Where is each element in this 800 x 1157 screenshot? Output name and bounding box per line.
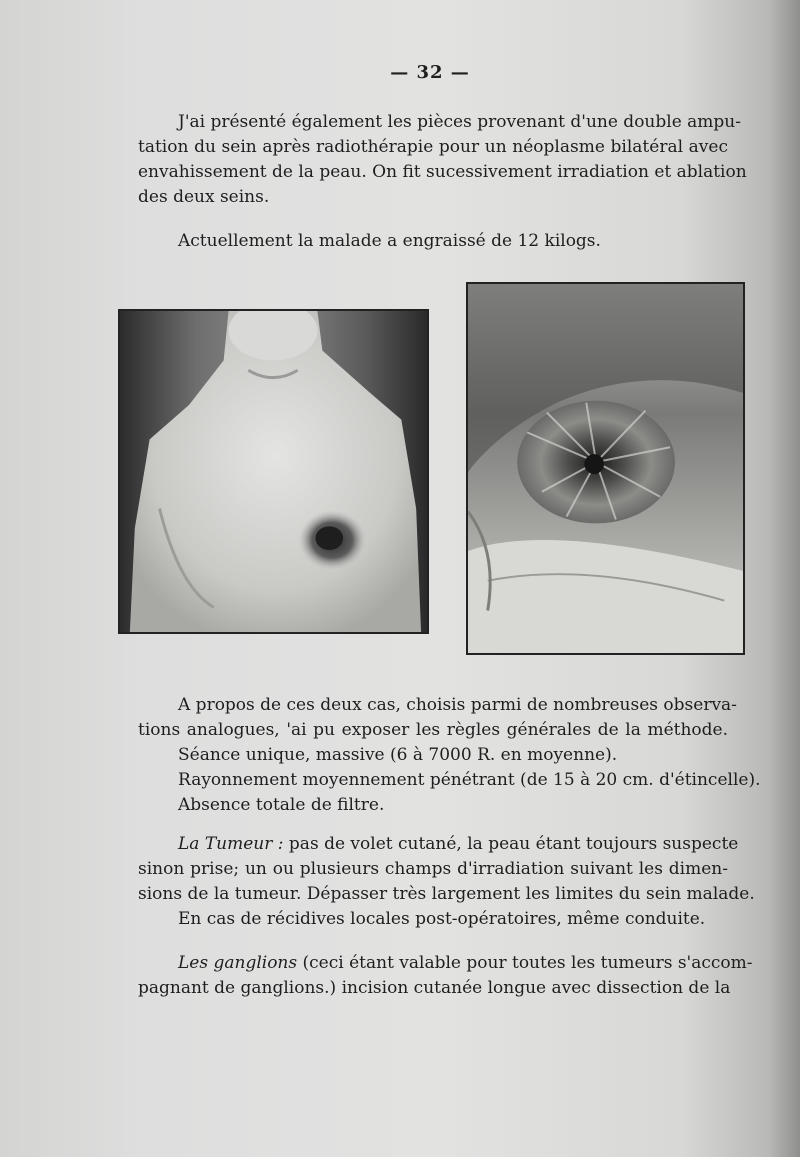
tumour-closeup-photograph <box>466 282 745 655</box>
text-line: pagnant de ganglions.) incision cutanée longue avec dissection de la <box>138 978 731 998</box>
paragraph-double-amputation <box>138 110 747 210</box>
text-line: sions de la tumeur. Dépasser très largement les limites du sein malade. <box>138 884 755 904</box>
text-line <box>138 832 739 857</box>
text-line: J'ai présenté également les pièces provenant d'une double ampu- <box>178 112 741 132</box>
paragraph-lymph-nodes <box>138 951 753 1001</box>
text-line: tation du sein après radiothérapie pour un néoplasme bilatéral avec <box>138 137 728 157</box>
text-line: envahissement de la peau. On fit sucessivement irradiation et ablation <box>138 162 747 182</box>
text-line: Absence totale de filtre. <box>178 795 385 815</box>
text-line <box>138 951 753 976</box>
paragraph-tumour <box>138 832 755 932</box>
text-fragment: pas de volet cutané, la peau étant toujours suspecte <box>288 834 739 854</box>
text-line: Actuellement la malade a engraissé de 12 kilogs. <box>178 231 601 251</box>
text-line: En cas de récidives locales post-opératoires, même conduite. <box>178 909 706 929</box>
text-fragment: (ceci étant valable pour toutes les tumeurs s'accom- <box>302 953 753 973</box>
paragraph-weight-gain <box>138 229 728 254</box>
paragraph-general-rules <box>138 693 761 818</box>
text-line: A propos de ces deux cas, choisis parmi de nombreuses observa- <box>178 695 737 715</box>
text-line: sinon prise; un ou plusieurs champs d'irradiation suivant les dimen- <box>138 859 728 879</box>
text-line: tions analogues, 'ai pu exposer les règles générales de la méthode. <box>138 720 728 740</box>
text-line: Séance unique, massive (6 à 7000 R. en moyenne). <box>178 745 618 765</box>
section-heading-ganglions: Les ganglions <box>178 953 298 973</box>
chest-photograph-image <box>120 311 427 632</box>
section-heading-tumour: La Tumeur : <box>178 834 284 854</box>
text-line: des deux seins. <box>138 187 270 207</box>
text-line: Rayonnement moyennement pénétrant (de 15 à 20 cm. d'étincelle). <box>178 770 761 790</box>
tumour-closeup-image <box>468 284 743 653</box>
page-number: — 32 — <box>390 62 470 83</box>
chest-photograph <box>118 309 429 634</box>
